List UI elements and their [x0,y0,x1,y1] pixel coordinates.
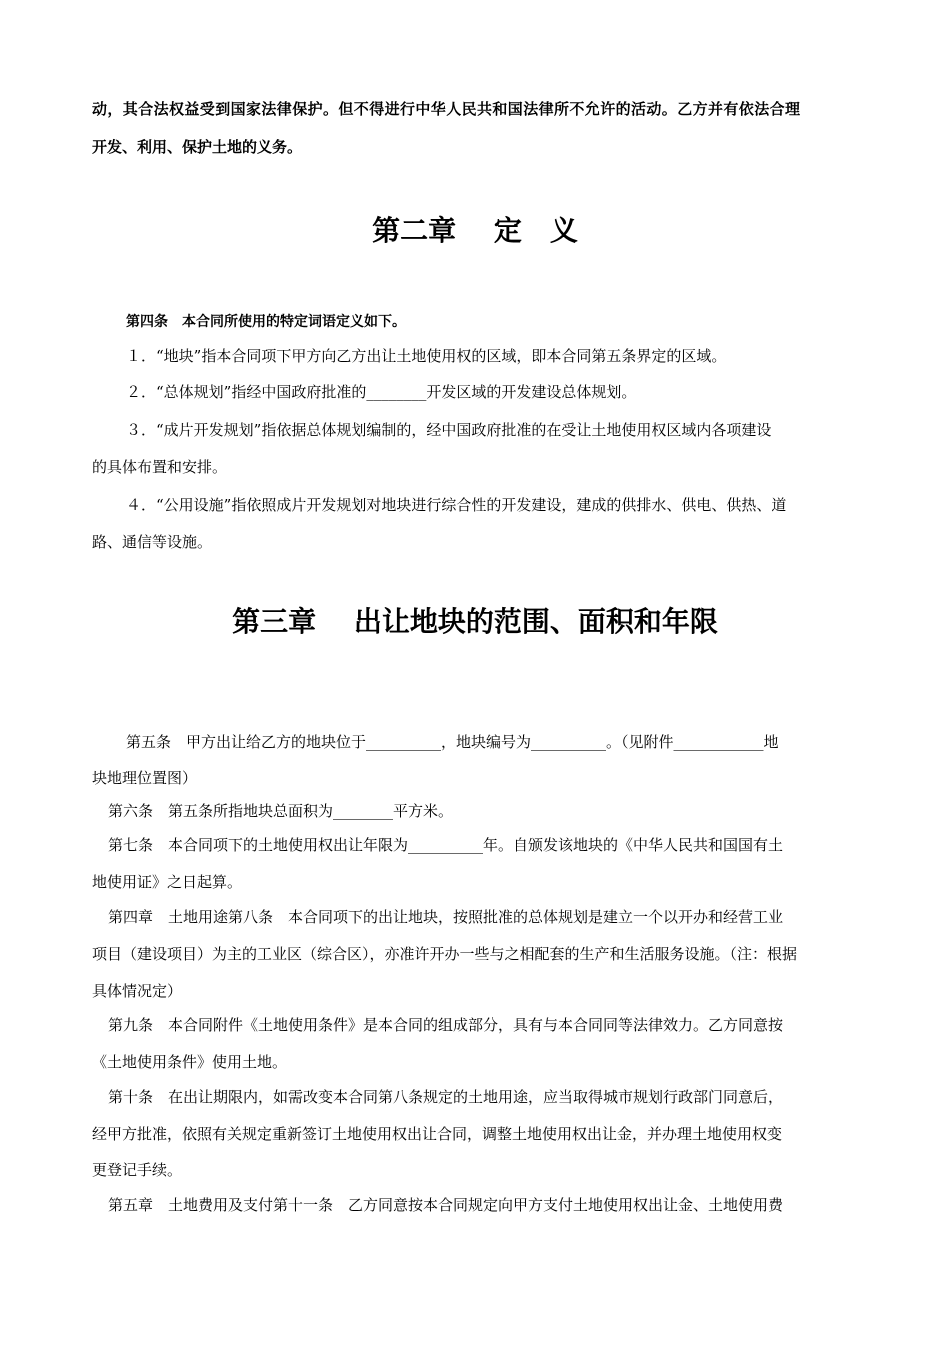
intro-line-1: 动，其合法权益受到国家法律保护。但不得进行中华人民共和国法律所不允许的活动。乙方并有依法合理 [92,100,801,118]
article-5-line-2: 块地理位置图） [92,769,198,787]
definition-item-2: ２．“总体规划”指经中国政府批准的________开发区域的开发建设总体规划。 [126,383,637,401]
definition-item-3-line-1: ３．“成片开发规划”指依据总体规划编制的，经中国政府批准的在受让土地使用权区域内各项建设 [126,421,772,439]
article-7-line-2: 地使用证》之日起算。 [92,873,243,891]
article-10-line-3: 更登记手续。 [92,1161,183,1179]
article-8-line-1: 第四章 土地用途第八条 本合同项下的出让地块，按照批准的总体规划是建立一个以开办和经营工业 [108,908,784,926]
definition-item-1: １．“地块”指本合同项下甲方向乙方出让土地使用权的区域，即本合同第五条界定的区域。 [126,347,727,365]
article-11-line-1: 第五章 土地费用及支付第十一条 乙方同意按本合同规定向甲方支付土地使用权出让金、土地使用费 [108,1196,784,1214]
article-9-line-2: 《土地使用条件》使用土地。 [92,1053,288,1071]
definition-item-3-line-2: 的具体布置和安排。 [92,458,228,476]
definition-item-4-line-1: ４．“公用设施”指依照成片开发规划对地块进行综合性的开发建设，建成的供排水、供电、供热、道 [126,496,787,514]
article-6: 第六条 第五条所指地块总面积为________平方米。 [108,802,454,820]
definition-item-4-line-2: 路、通信等设施。 [92,533,213,551]
article-4-heading: 第四条 本合同所使用的特定词语定义如下。 [126,314,406,330]
article-9-line-1: 第九条 本合同附件《土地使用条件》是本合同的组成部分，具有与本合同同等法律效力。乙方同意按 [108,1016,784,1034]
article-7-line-1: 第七条 本合同项下的土地使用权出让年限为__________年。自颁发该地块的《中华人民共和国国有土 [108,836,784,854]
chapter-3-heading: 第三章 出让地块的范围、面积和年限 [232,605,718,638]
chapter-2-heading: 第二章 定 义 [372,214,578,247]
article-10-line-2: 经甲方批准，依照有关规定重新签订土地使用权出让合同，调整土地使用权出让金，并办理土地使用权变 [92,1125,783,1143]
intro-line-2: 开发、利用、保护土地的义务。 [92,138,303,156]
article-10-line-1: 第十条 在出让期限内，如需改变本合同第八条规定的土地用途，应当取得城市规划行政部门同意后， [108,1088,784,1106]
article-8-line-3: 具体情况定） [92,982,183,1000]
article-8-line-2: 项目（建设项目）为主的工业区（综合区），亦准许开办一些与之相配套的生产和生活服务设施。（注：根据 [92,945,798,963]
article-5-line-1: 第五条 甲方出让给乙方的地块位于__________，地块编号为__________。（见附件____________地 [126,733,779,751]
